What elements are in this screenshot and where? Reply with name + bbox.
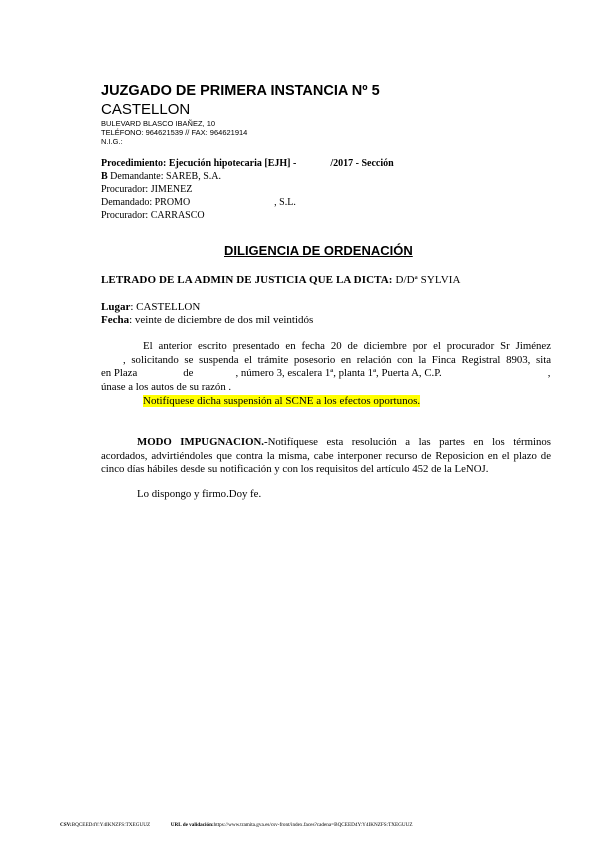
impugnacion-paragraph <box>101 436 551 477</box>
csv-value: BQCEED4Y:Y4IKNZFS:TXEGUUZ <box>71 822 151 828</box>
notification-highlight <box>143 395 420 407</box>
body-line-4: únase a los autos de su razón . <box>101 380 232 393</box>
procurador-1: Procurador: JIMENEZ <box>101 184 193 195</box>
body-line-3d: , <box>547 367 551 379</box>
letrado-label: LETRADO DE LA ADMIN DE JUSTICIA QUE LA DICTA: <box>101 274 393 286</box>
court-name: JUZGADO DE PRIMERA INSTANCIA Nº 5 <box>101 83 380 99</box>
demandante-line <box>101 170 394 183</box>
court-city: CASTELLON <box>101 101 191 118</box>
csv-label: CSV: <box>60 822 72 828</box>
validation-footer <box>60 822 413 828</box>
body-line-2: , solicitando se suspenda el trámite posesorio en relación con la Finca Registral 8903, sita <box>123 353 551 366</box>
demandante: Demandante: SAREB, S.A. <box>110 171 221 182</box>
case-details <box>101 157 394 222</box>
body-line-1: El anterior escrito presentado en fecha 20 de diciembre por el procurador Sr Jiménez <box>143 340 551 352</box>
url-label: URL de validación: <box>170 822 214 828</box>
procedimiento-label: Procedimiento: Ejecución hipotecaria [EJH] - <box>101 158 297 169</box>
procedimiento-line <box>101 157 394 170</box>
demandado-prefix: Demandado: PROMO <box>101 197 191 208</box>
court-phone-fax: TELÉFONO: 964621539 // FAX: 964621914 <box>101 128 248 137</box>
highlighted-text: Notifíquese dicha suspensión al SCNE a los efectos oportunos. <box>143 395 421 407</box>
document-title: DILIGENCIA DE ORDENACIÓN <box>224 243 413 258</box>
letrado-name: D/Dª SYLVIA <box>395 274 461 286</box>
demandado-line <box>101 196 394 209</box>
body-line-3a: en Plaza <box>101 367 138 379</box>
impugnacion-label: MODO IMPUGNACION.- <box>137 436 268 448</box>
place-label: Lugar <box>101 301 131 313</box>
impugnacion-line-1 <box>101 436 551 450</box>
body-paragraph <box>101 340 551 394</box>
date-line <box>101 314 313 326</box>
date-value: : veinte de diciembre de dos mil veintidós <box>129 314 314 326</box>
place-line <box>101 301 200 313</box>
court-address: BULEVARD BLASCO IBAÑEZ, 10 <box>101 119 216 128</box>
place-value: : CASTELLON <box>130 301 201 313</box>
seccion-letter: B <box>101 171 108 182</box>
demandado-suffix: , S.L. <box>274 197 296 208</box>
impugnacion-line-3: cinco días hábiles desde su notificación y con los requisitos del artículo 452 de la LeNOJ. <box>101 463 489 475</box>
body-line-3 <box>101 367 551 381</box>
letrado-line <box>101 274 461 286</box>
body-line-3c: , número 3, escalera 1ª, planta 1ª, Puerta A, C.P. <box>235 367 442 379</box>
procurador-2: Procurador: CARRASCO <box>101 210 205 221</box>
impugnacion-line-2: acordados, advirtiéndoles que contra la misma, cabe interponer recurso de Reposicion en el plazo de <box>101 449 551 462</box>
court-nig: N.I.G.: <box>101 137 123 146</box>
signoff: Lo dispongo y firmo.Doy fe. <box>137 488 262 500</box>
date-label: Fecha <box>101 314 130 326</box>
procedimiento-year: /2017 - Sección <box>330 158 394 169</box>
validation-url[interactable]: https://www.tramita.gva.es/csv-front/index.faces?cadena=BQCEED4Y:Y4IKNZFS:TXEGUUZ <box>213 822 413 828</box>
impugnacion-line-1-rest: Notifíquese esta resolución a las partes en los términos <box>267 436 552 448</box>
body-line-3b: de <box>183 367 194 379</box>
